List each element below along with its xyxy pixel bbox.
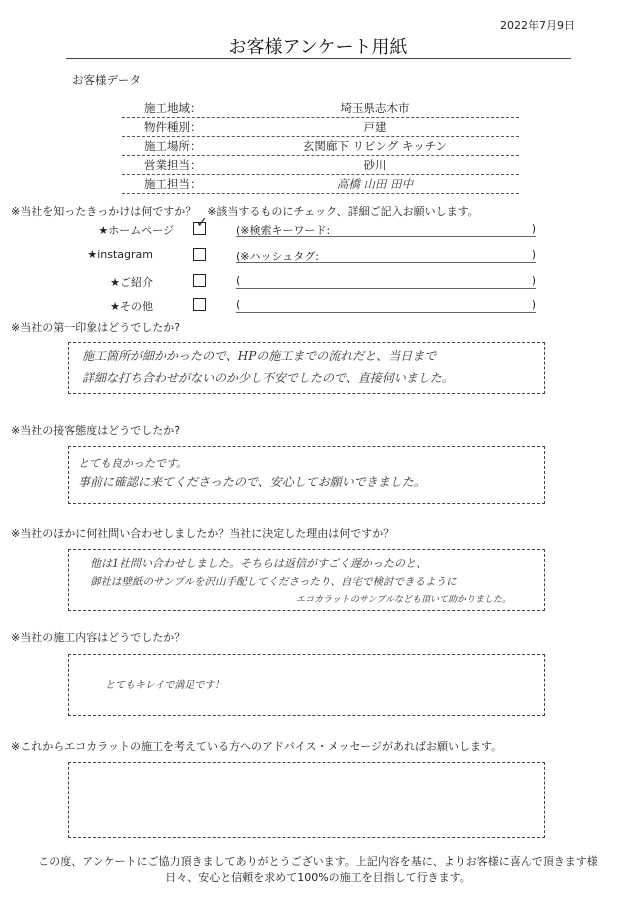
option-detail-close: ) (531, 248, 536, 261)
question-how-found: ※当社を知ったきっかけは何ですか？ ※該当するものにチェック、詳細ご記入お願いします。 (11, 205, 479, 218)
customer-row-sales-rep (122, 156, 519, 175)
title-underline (66, 58, 571, 59)
option-label-referral: ★ご紹介 (110, 276, 153, 289)
question-other-companies: ※当社のほかに何社問い合わせしましたか？当社に決定した理由は何ですか？ (11, 527, 395, 540)
customer-row-label: 営業担当： (144, 158, 202, 172)
option-detail-line (236, 288, 536, 289)
answer-box-advice (68, 762, 545, 838)
question-first-impression: ※当社の第一印象はどうでしたか? (11, 321, 181, 334)
option-label-other: ★その他 (110, 300, 153, 313)
option-detail-close: ) (531, 222, 536, 235)
question-advice: ※これからエコカラットの施工を考えている方へのアドバイス・メッセージがあればお願いします。 (11, 740, 503, 753)
checkbox-instagram[interactable] (193, 248, 206, 261)
customer-row-value: 戸建 (363, 120, 387, 134)
option-label-homepage: ★ホームページ (98, 224, 174, 237)
checkbox-referral[interactable] (193, 274, 206, 287)
answer-line: 詳細な打ち合わせがないのか少し不安でしたので、直接伺いました。 (82, 371, 454, 385)
customer-row-label: 施工担当： (144, 177, 202, 191)
customer-row-value: 埼玉県志木市 (340, 101, 410, 115)
customer-row-installer (122, 175, 519, 194)
option-label-instagram: ★instagram (87, 248, 153, 261)
option-detail-text: (※検索キーワード: (236, 224, 331, 237)
checkbox-other[interactable] (193, 298, 206, 311)
customer-row-label: 施工地域： (144, 101, 202, 115)
option-detail-close: ) (531, 274, 536, 287)
customer-data-heading: お客様データ (72, 73, 141, 87)
customer-row-value-handwritten: 高橋 山田 田中 (336, 177, 414, 191)
option-detail-line (236, 312, 536, 313)
option-detail-referral (236, 274, 536, 287)
customer-row-label: 物件種別： (144, 120, 202, 134)
question-work-quality: ※当社の施工内容はどうでしたか？ (11, 631, 186, 644)
option-detail-other (236, 298, 536, 311)
answer-line: 御社は壁紙のサンプルを沢山手配してくださったり、自宅で検討できるように (90, 576, 457, 588)
customer-row-area (122, 99, 519, 118)
question-customer-service: ※当社の接客態度はどうでしたか? (11, 424, 181, 437)
answer-line: 他は1社問い合わせしました。そちらは返信がすごく遅かったのと、 (90, 557, 427, 570)
customer-row-value: 砂川 (363, 158, 387, 172)
answer-line: 事前に確認に来てくださったので、安心してお願いできました。 (78, 475, 426, 489)
answer-line: エコカラットのサンプルなども頂いて助かりました。 (296, 595, 512, 605)
footer-message-line1: この度、アンケートにご協力頂きましてありがとうございます。上記内容を基に、よりお客様に喜んで頂きます様 (38, 855, 598, 868)
customer-row-value: 玄関廊下 リビング キッチン (302, 139, 448, 153)
answer-line: とてもキレイで満足です！ (105, 680, 225, 691)
answer-line: 施工箇所が細かかったので、HPの施工までの流れだと、当日まで (82, 349, 437, 363)
footer-message-line2: 日々、安心と信頼を求めて100%の施工を目指して行きます。 (165, 871, 471, 884)
page-title: お客様アンケート用紙 (228, 37, 408, 58)
option-detail-text: (※ハッシュタグ: (236, 250, 319, 263)
checkmark-icon: ✓ (196, 215, 208, 231)
option-detail-line (236, 262, 536, 263)
customer-row-location (122, 137, 519, 156)
option-detail-close: ) (531, 298, 536, 311)
option-detail-text: ( (236, 274, 241, 287)
option-detail-line (236, 236, 536, 237)
survey-date: 2022年7月9日 (500, 19, 575, 32)
answer-line: とても良かったです。 (78, 457, 188, 470)
customer-row-label: 施工場所： (144, 139, 202, 153)
option-detail-text: ( (236, 298, 241, 311)
customer-row-property-type (122, 118, 519, 137)
